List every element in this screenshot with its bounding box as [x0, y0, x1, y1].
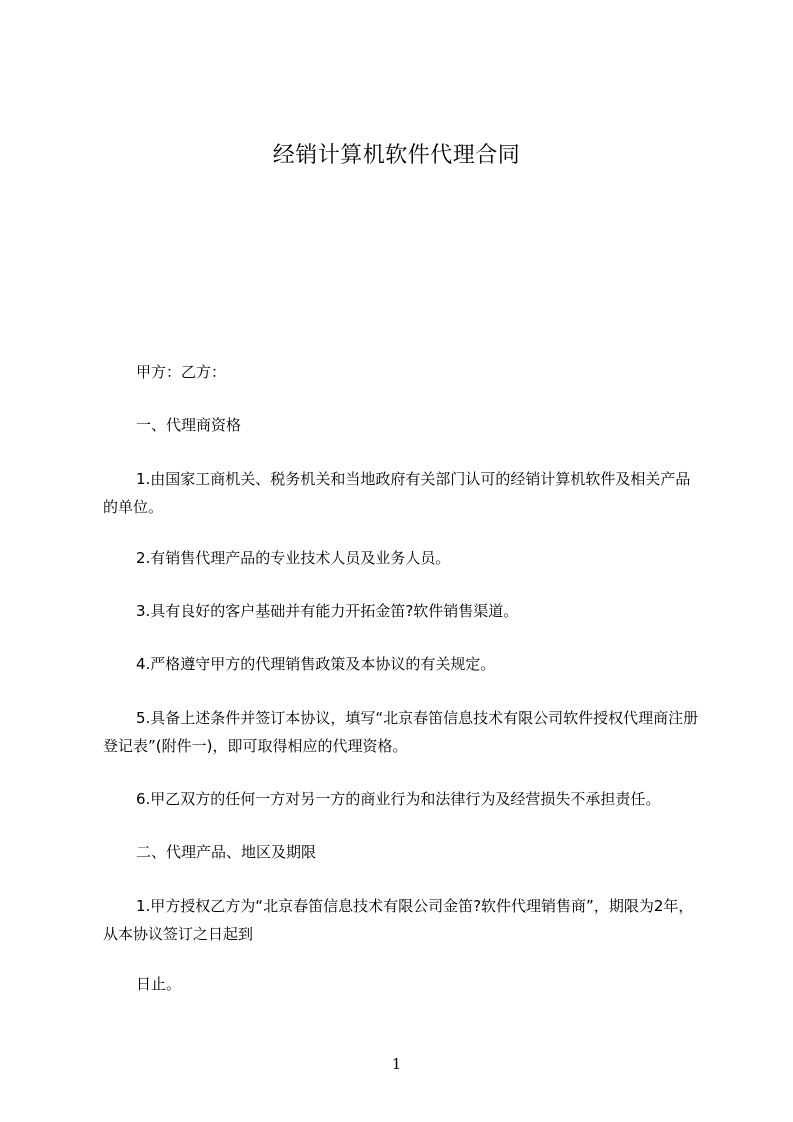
list-item: 1.甲方授权乙方为“北京春笛信息技术有限公司金笛?软件代理销售商”，期限为2年，从本协议签订之日起到 — [103, 897, 694, 943]
page-number: 1 — [391, 1055, 402, 1073]
list-item: 2.有销售代理产品的专业技术人员及业务人员。 — [136, 549, 451, 567]
list-item: 4.严格遵守甲方的代理销售政策及本协议的有关规定。 — [136, 655, 496, 673]
parties-line: 甲方：乙方： — [136, 363, 227, 381]
list-item: 3.具有良好的客户基础并有能力开拓金笛?软件销售渠道。 — [136, 602, 519, 620]
list-item: 1.由国家工商机关、税务机关和当地政府有关部门认可的经销计算机软件及相关产品的单位。 — [103, 470, 691, 516]
section-heading: 一、代理商资格 — [136, 416, 242, 434]
list-item: 6.甲乙双方的任何一方对另一方的商业行为和法律行为及经营损失不承担责任。 — [136, 790, 661, 808]
section-heading: 二、代理产品、地区及期限 — [136, 843, 317, 861]
list-item-continuation: 日止。 — [136, 975, 182, 993]
document-title: 经销计算机软件代理合同 — [272, 143, 521, 168]
list-item: 5.具备上述条件并签订本协议，填写“北京春笛信息技术有限公司软件授权代理商注册登记表”(附件一)，即可取得相应的代理资格。 — [103, 709, 699, 755]
